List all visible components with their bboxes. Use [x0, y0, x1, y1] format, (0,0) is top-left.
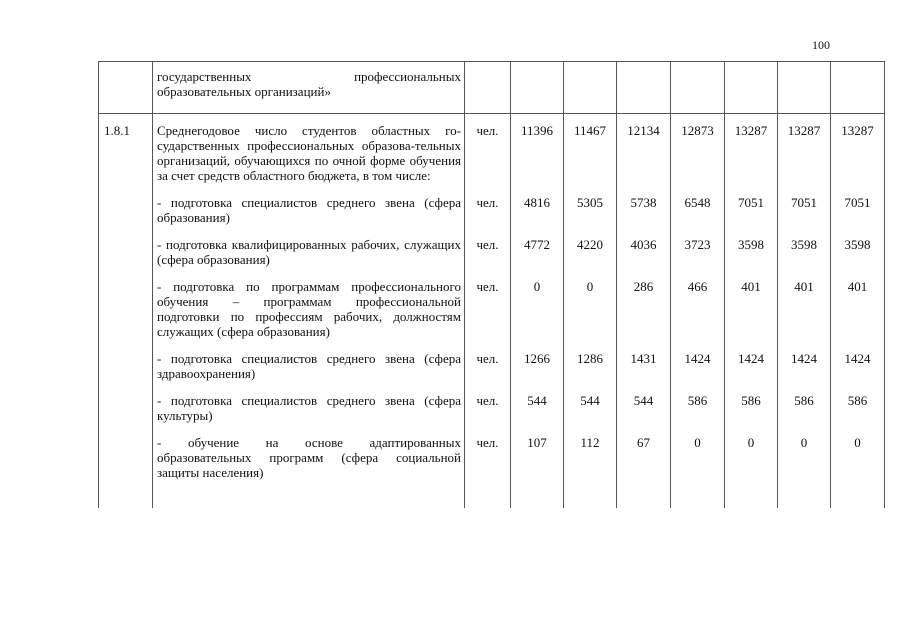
- row-number: 1.8.1: [99, 114, 153, 196]
- continuation-value-cell: [671, 62, 725, 114]
- row-value: 0: [511, 279, 564, 351]
- row-description-cell: [153, 279, 465, 351]
- sub-row-number-cell: [99, 393, 153, 435]
- row-value: 286: [617, 279, 671, 351]
- row-value: 586: [725, 393, 778, 435]
- continuation-description-cell: [153, 62, 465, 114]
- row-value: 544: [617, 393, 671, 435]
- row-value: 13287: [831, 114, 885, 196]
- page-number: 100: [812, 38, 830, 52]
- row-description-cell: [153, 393, 465, 435]
- row-unit: чел.: [465, 195, 511, 237]
- sub-row-number-cell: [99, 435, 153, 508]
- row-unit: чел.: [465, 393, 511, 435]
- sub-row: [99, 351, 885, 393]
- row-value: 12873: [671, 114, 725, 196]
- row-value: 1424: [831, 351, 885, 393]
- row-description: - подготовка по программам профессионального обучения – программам профессиональной подготовки по профессиям рабочих, должностям служащих (сфера образования): [157, 279, 461, 339]
- row-value: 544: [564, 393, 617, 435]
- row-description: - обучение на основе адаптированных образовательных программ (сфера социальной защиты населения): [157, 435, 461, 480]
- row-value: 1431: [617, 351, 671, 393]
- continuation-unit-cell: [465, 62, 511, 114]
- row-value: 3598: [831, 237, 885, 279]
- row-value: 5305: [564, 195, 617, 237]
- row-value: 401: [778, 279, 831, 351]
- row-description-cell: [153, 195, 465, 237]
- row-description-cell: [153, 351, 465, 393]
- row-value: 107: [511, 435, 564, 508]
- row-value: 586: [778, 393, 831, 435]
- row-value: 3598: [725, 237, 778, 279]
- row-description-cell: [153, 114, 465, 196]
- row-description: - подготовка квалифицированных рабочих, служащих (сфера образования): [157, 237, 461, 267]
- sub-row: [99, 393, 885, 435]
- row-value: 401: [725, 279, 778, 351]
- sub-row-number-cell: [99, 279, 153, 351]
- continuation-value-cell: [564, 62, 617, 114]
- sub-row: [99, 237, 885, 279]
- row-value: 586: [671, 393, 725, 435]
- row-value: 13287: [778, 114, 831, 196]
- row-value: 13287: [725, 114, 778, 196]
- row-value: 1424: [671, 351, 725, 393]
- row-value: 1286: [564, 351, 617, 393]
- continuation-line-1: государственных профессиональных: [157, 69, 461, 84]
- row-value: 112: [564, 435, 617, 508]
- indicators-table: [98, 61, 885, 508]
- row-value: 7051: [725, 195, 778, 237]
- row-unit: чел.: [465, 114, 511, 196]
- row-value: 67: [617, 435, 671, 508]
- row-value: 0: [564, 279, 617, 351]
- row-value: 4772: [511, 237, 564, 279]
- continuation-value-cell: [831, 62, 885, 114]
- row-value: 1266: [511, 351, 564, 393]
- continuation-value-cell: [778, 62, 831, 114]
- row-description: - подготовка специалистов среднего звена (сфера культуры): [157, 393, 461, 423]
- continuation-line-2: образовательных организаций»: [157, 84, 331, 99]
- row-value: 0: [671, 435, 725, 508]
- row-value: 4816: [511, 195, 564, 237]
- row-unit: чел.: [465, 279, 511, 351]
- row-value: 544: [511, 393, 564, 435]
- row-value: 4036: [617, 237, 671, 279]
- row-value: 1424: [778, 351, 831, 393]
- sub-row: [99, 195, 885, 237]
- sub-row: [99, 435, 885, 508]
- sub-row-number-cell: [99, 237, 153, 279]
- continuation-number-cell: [99, 62, 153, 114]
- row-value: 0: [725, 435, 778, 508]
- row-description-cell: [153, 435, 465, 508]
- row-unit: чел.: [465, 435, 511, 508]
- row-value: 11467: [564, 114, 617, 196]
- row-value: 1424: [725, 351, 778, 393]
- main-row: [99, 114, 885, 196]
- row-value: 6548: [671, 195, 725, 237]
- row-value: 7051: [778, 195, 831, 237]
- row-value: 7051: [831, 195, 885, 237]
- row-value: 3723: [671, 237, 725, 279]
- sub-row: [99, 279, 885, 351]
- row-unit: чел.: [465, 237, 511, 279]
- continuation-value-cell: [725, 62, 778, 114]
- row-value: 3598: [778, 237, 831, 279]
- continuation-row: [99, 62, 885, 114]
- row-value: 466: [671, 279, 725, 351]
- row-unit: чел.: [465, 351, 511, 393]
- continuation-value-cell: [511, 62, 564, 114]
- row-description: - подготовка специалистов среднего звена (сфера образования): [157, 195, 461, 225]
- continuation-value-cell: [617, 62, 671, 114]
- row-value: 12134: [617, 114, 671, 196]
- row-description: - подготовка специалистов среднего звена (сфера здравоохранения): [157, 351, 461, 381]
- row-value: 0: [778, 435, 831, 508]
- row-value: 11396: [511, 114, 564, 196]
- row-value: 586: [831, 393, 885, 435]
- row-description-cell: [153, 237, 465, 279]
- row-description: Среднегодовое число студентов областных го-сударственных профессиональных образова-тельных организаций, обучающихся по очной форме обучения за счет средств областного бюджета, в том числе:: [157, 123, 461, 183]
- row-value: 5738: [617, 195, 671, 237]
- row-value: 4220: [564, 237, 617, 279]
- row-value: 0: [831, 435, 885, 508]
- sub-row-number-cell: [99, 351, 153, 393]
- sub-row-number-cell: [99, 195, 153, 237]
- row-value: 401: [831, 279, 885, 351]
